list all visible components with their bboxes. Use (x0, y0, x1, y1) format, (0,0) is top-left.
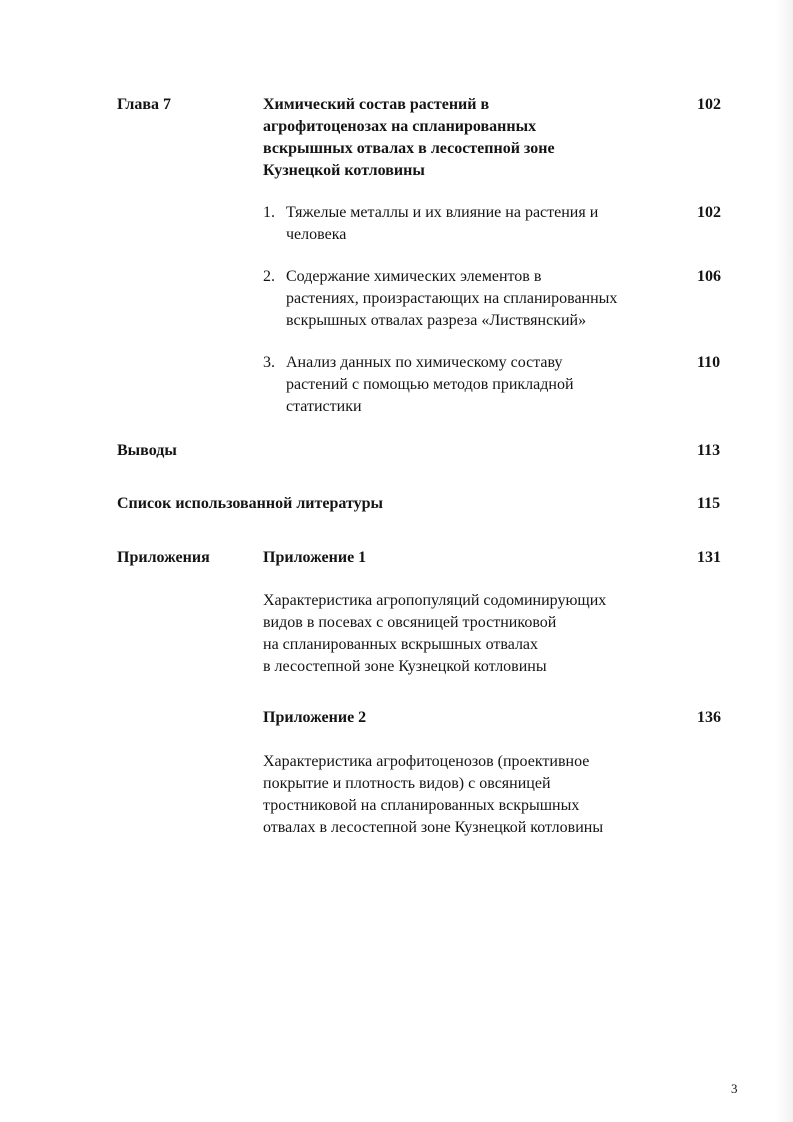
references-label: Список использованной литературы (117, 495, 383, 512)
appendix-description-line: покрытие и плотность видов) с овсяницей (263, 775, 551, 792)
appendix-description-line: тростниковой на спланированных вскрышных (263, 797, 580, 814)
section-title-line: растениях, произрастающих на спланированных (286, 290, 618, 307)
section-title-line: растений с помощью методов прикладной (286, 376, 574, 393)
section-number: 1. (263, 204, 275, 221)
appendix-description (263, 751, 683, 839)
section-title (286, 352, 688, 418)
references-page-number: 115 (697, 495, 721, 512)
appendix-description-line: Характеристика агрофитоценозов (проективное (263, 753, 590, 770)
section-title-line: человека (286, 226, 347, 243)
appendix-description-line: в лесостепной зоне Кузнецкой котловины (263, 658, 547, 675)
page-edge-shadow (775, 0, 793, 1122)
section-title (286, 266, 688, 332)
section-number: 3. (263, 354, 275, 371)
chapter-title-line: агрофитоценозах на спланированных (263, 118, 537, 135)
chapter-label: Глава 7 (117, 96, 171, 113)
conclusions-page-number: 113 (697, 442, 721, 459)
appendix-page-number: 131 (697, 549, 721, 566)
section-title-line: Содержание химических элементов в (286, 268, 542, 285)
appendix-description-line: отвалах в лесостепной зоне Кузнецкой котловины (263, 819, 604, 836)
appendix-description-line: Характеристика агропопуляций содоминирующих (263, 592, 607, 609)
page-number: 3 (731, 1081, 738, 1096)
appendix-description-line: на спланированных вскрышных отвалах (263, 636, 539, 653)
appendix-page-number: 136 (697, 709, 721, 726)
section-item (263, 202, 688, 246)
section-number: 2. (263, 268, 275, 285)
appendix-title: Приложение 1 (263, 549, 367, 566)
section-page-number: 102 (697, 204, 721, 221)
chapter-title (263, 94, 683, 182)
chapter-title-line: вскрышных отвалах в лесостепной зоне (263, 140, 555, 157)
section-title-line: вскрышных отвалах разреза «Листвянский» (286, 312, 587, 329)
section-title-line: Анализ данных по химическому составу (286, 354, 563, 371)
appendix-description (263, 590, 683, 678)
section-page-number: 106 (697, 268, 721, 285)
section-page-number: 110 (697, 354, 721, 371)
section-item (263, 352, 688, 418)
section-title (286, 202, 688, 246)
section-title-line: Тяжелые металлы и их влияние на растения и (286, 204, 599, 221)
section-title-line: статистики (286, 398, 362, 415)
appendices-label: Приложения (117, 549, 210, 566)
appendix-title: Приложение 2 (263, 709, 367, 726)
section-item (263, 266, 688, 332)
conclusions-label: Выводы (117, 442, 177, 459)
chapter-page-number: 102 (697, 96, 721, 113)
chapter-title-line: Кузнецкой котловины (263, 162, 425, 179)
chapter-title-line: Химический состав растений в (263, 96, 490, 113)
appendix-description-line: видов в посевах с овсяницей тростниковой (263, 614, 557, 631)
